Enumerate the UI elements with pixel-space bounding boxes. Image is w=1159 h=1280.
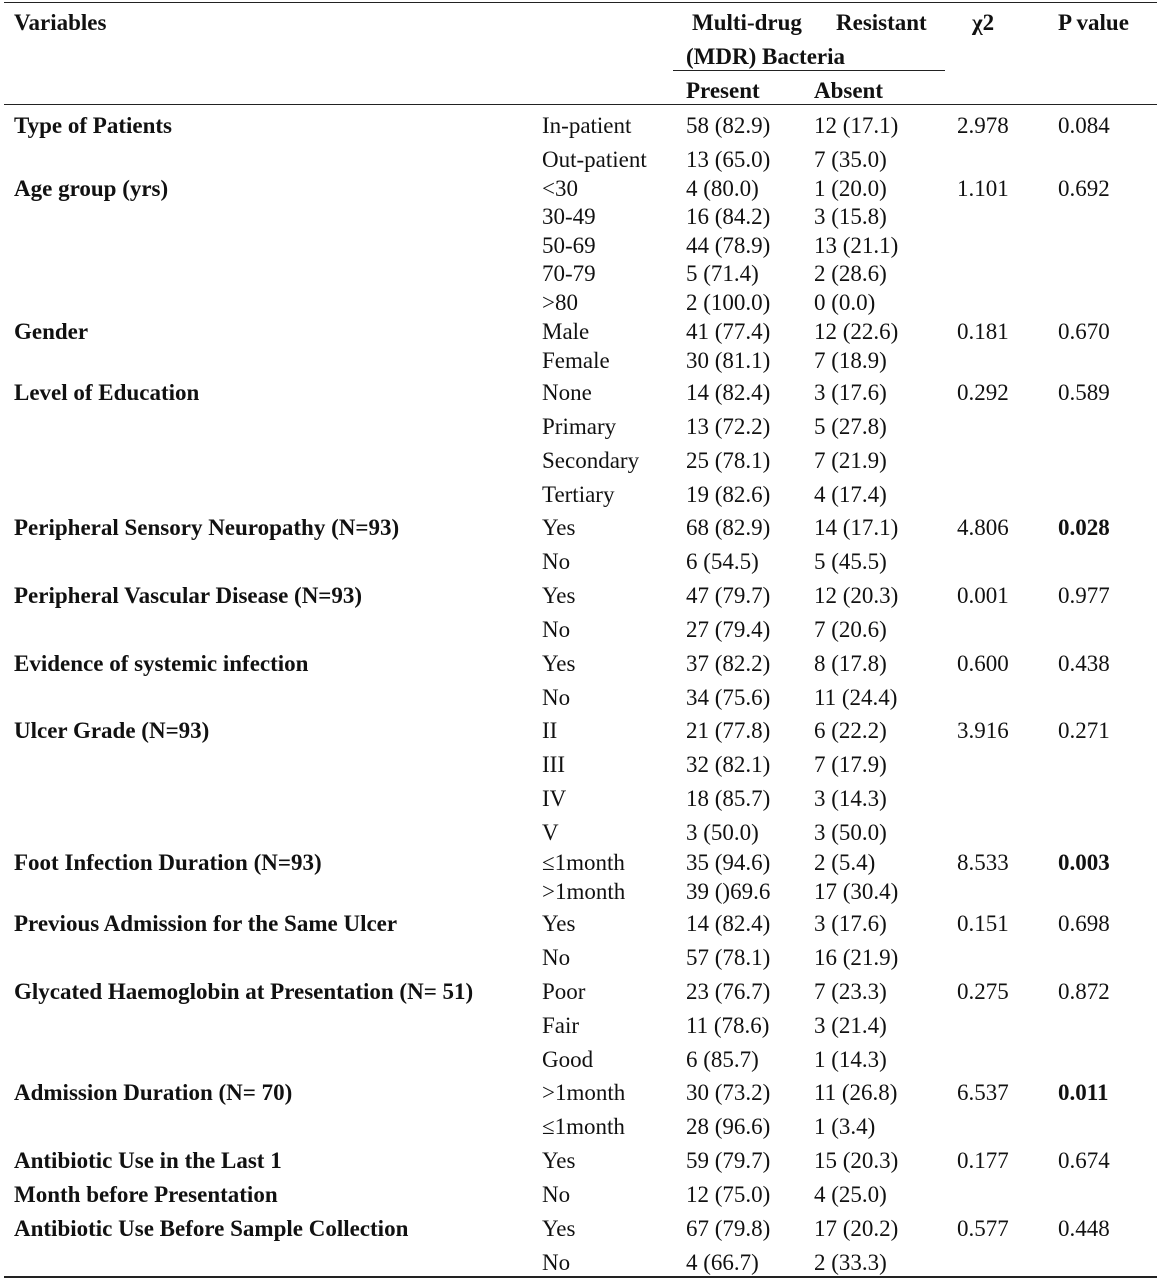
level-label: Female <box>542 348 610 373</box>
level-label: No <box>542 945 571 970</box>
absent-value: 16 (21.9) <box>814 945 899 970</box>
chi2-value: 6.537 <box>957 1080 1009 1105</box>
present-value: 58 (82.9) <box>686 113 771 138</box>
present-value: 19 (82.6) <box>686 482 771 507</box>
level-label: III <box>542 752 565 777</box>
absent-value: 4 (25.0) <box>814 1182 887 1207</box>
level-label: Poor <box>542 979 586 1004</box>
absent-value: 1 (20.0) <box>814 176 887 201</box>
absent-value: 3 (21.4) <box>814 1013 887 1038</box>
header-absent: Absent <box>814 78 884 103</box>
mdr-header-rule <box>673 70 945 71</box>
level-label: II <box>542 718 558 743</box>
chi2-value: 3.916 <box>957 718 1009 743</box>
p-value: 0.589 <box>1058 380 1110 405</box>
p-value: 0.448 <box>1058 1216 1110 1241</box>
absent-value: 15 (20.3) <box>814 1148 899 1173</box>
absent-value: 5 (27.8) <box>814 414 887 439</box>
variable-label: Antibiotic Use in the Last 1 <box>14 1148 282 1173</box>
p-value: 0.003 <box>1058 850 1110 875</box>
level-label: >80 <box>542 290 578 315</box>
present-value: 28 (96.6) <box>686 1114 771 1139</box>
present-value: 41 (77.4) <box>686 319 771 344</box>
header-mdr-line1b: Resistant <box>836 10 927 35</box>
variable-label: Type of Patients <box>14 113 173 138</box>
absent-value: 17 (30.4) <box>814 879 899 904</box>
present-value: 2 (100.0) <box>686 290 771 315</box>
p-value: 0.670 <box>1058 319 1110 344</box>
variable-label: Foot Infection Duration (N=93) <box>14 850 322 875</box>
present-value: 59 (79.7) <box>686 1148 771 1173</box>
absent-value: 6 (22.2) <box>814 718 887 743</box>
p-value: 0.977 <box>1058 583 1110 608</box>
absent-value: 1 (3.4) <box>814 1114 876 1139</box>
p-value: 0.692 <box>1058 176 1110 201</box>
chi2-value: 4.806 <box>957 515 1009 540</box>
chi2-value: 8.533 <box>957 850 1009 875</box>
absent-value: 12 (22.6) <box>814 319 899 344</box>
level-label: <30 <box>542 176 578 201</box>
level-label: IV <box>542 786 567 811</box>
present-value: 34 (75.6) <box>686 685 771 710</box>
present-value: 6 (54.5) <box>686 549 759 574</box>
chi2-value: 0.181 <box>957 319 1009 344</box>
chi2-value: 1.101 <box>957 176 1009 201</box>
present-value: 23 (76.7) <box>686 979 771 1004</box>
absent-value: 4 (17.4) <box>814 482 887 507</box>
chi2-value: 0.600 <box>957 651 1009 676</box>
header-present: Present <box>686 78 760 103</box>
level-label: No <box>542 617 571 642</box>
present-value: 30 (81.1) <box>686 348 771 373</box>
level-label: No <box>542 549 571 574</box>
absent-value: 7 (35.0) <box>814 147 887 172</box>
present-value: 13 (65.0) <box>686 147 771 172</box>
absent-value: 3 (14.3) <box>814 786 887 811</box>
header-variables: Variables <box>14 10 107 35</box>
absent-value: 17 (20.2) <box>814 1216 899 1241</box>
variable-label: Admission Duration (N= 70) <box>14 1080 293 1105</box>
present-value: 25 (78.1) <box>686 448 771 473</box>
variable-label: Glycated Haemoglobin at Presentation (N= 51) <box>14 979 474 1004</box>
level-label: V <box>542 820 559 845</box>
chi2-value: 0.151 <box>957 911 1009 936</box>
absent-value: 12 (20.3) <box>814 583 899 608</box>
level-label: Yes <box>542 1216 576 1241</box>
present-value: 18 (85.7) <box>686 786 771 811</box>
absent-value: 7 (21.9) <box>814 448 887 473</box>
p-value: 0.438 <box>1058 651 1110 676</box>
chi2-value: 0.577 <box>957 1216 1009 1241</box>
absent-value: 2 (5.4) <box>814 850 876 875</box>
chi2-value: 0.275 <box>957 979 1009 1004</box>
p-value: 0.872 <box>1058 979 1110 1004</box>
level-label: >1month <box>542 879 626 904</box>
level-label: >1month <box>542 1080 626 1105</box>
header-bottom-rule <box>4 104 1157 105</box>
chi2-value: 0.292 <box>957 380 1009 405</box>
header-mdr-line2: (MDR) Bacteria <box>686 44 846 69</box>
present-value: 44 (78.9) <box>686 233 771 258</box>
level-label: Yes <box>542 651 576 676</box>
present-value: 35 (94.6) <box>686 850 771 875</box>
level-label: Out-patient <box>542 147 647 172</box>
absent-value: 11 (26.8) <box>814 1080 898 1105</box>
present-value: 6 (85.7) <box>686 1047 759 1072</box>
variable-label: Peripheral Sensory Neuropathy (N=93) <box>14 515 400 540</box>
level-label: 70-79 <box>542 261 596 286</box>
table-bottom-rule <box>4 1276 1157 1278</box>
level-label: Fair <box>542 1013 580 1038</box>
variable-label-line2: Month before Presentation <box>14 1182 278 1207</box>
header-pvalue: P value <box>1058 10 1129 35</box>
level-label: ≤1month <box>542 1114 625 1139</box>
variable-label: Gender <box>14 319 89 344</box>
variable-label: Peripheral Vascular Disease (N=93) <box>14 583 363 608</box>
level-label: No <box>542 1250 571 1275</box>
absent-value: 0 (0.0) <box>814 290 876 315</box>
absent-value: 12 (17.1) <box>814 113 899 138</box>
present-value: 16 (84.2) <box>686 204 771 229</box>
level-label: 30-49 <box>542 204 596 229</box>
present-value: 30 (73.2) <box>686 1080 771 1105</box>
absent-value: 5 (45.5) <box>814 549 887 574</box>
absent-value: 2 (33.3) <box>814 1250 887 1275</box>
variable-label: Ulcer Grade (N=93) <box>14 718 210 743</box>
present-value: 21 (77.8) <box>686 718 771 743</box>
absent-value: 14 (17.1) <box>814 515 899 540</box>
level-label: Yes <box>542 911 576 936</box>
variable-label: Previous Admission for the Same Ulcer <box>14 911 398 936</box>
p-value: 0.271 <box>1058 718 1110 743</box>
chi2-value: 0.001 <box>957 583 1009 608</box>
p-value: 0.028 <box>1058 515 1110 540</box>
present-value: 4 (80.0) <box>686 176 759 201</box>
table-top-rule <box>4 2 1157 3</box>
variable-label: Level of Education <box>14 380 200 405</box>
p-value: 0.011 <box>1058 1080 1109 1105</box>
present-value: 32 (82.1) <box>686 752 771 777</box>
present-value: 57 (78.1) <box>686 945 771 970</box>
absent-value: 3 (15.8) <box>814 204 887 229</box>
present-value: 39 ()69.6 <box>686 879 771 904</box>
present-value: 3 (50.0) <box>686 820 759 845</box>
level-label: None <box>542 380 592 405</box>
p-value: 0.698 <box>1058 911 1110 936</box>
present-value: 67 (79.8) <box>686 1216 771 1241</box>
absent-value: 2 (28.6) <box>814 261 887 286</box>
variable-label: Evidence of systemic infection <box>14 651 309 676</box>
absent-value: 7 (23.3) <box>814 979 887 1004</box>
present-value: 68 (82.9) <box>686 515 771 540</box>
absent-value: 7 (18.9) <box>814 348 887 373</box>
present-value: 13 (72.2) <box>686 414 771 439</box>
level-label: 50-69 <box>542 233 596 258</box>
present-value: 27 (79.4) <box>686 617 771 642</box>
level-label: Tertiary <box>542 482 615 507</box>
level-label: Yes <box>542 1148 576 1173</box>
present-value: 12 (75.0) <box>686 1182 771 1207</box>
level-label: In-patient <box>542 113 632 138</box>
level-label: No <box>542 1182 571 1207</box>
chi2-value: 2.978 <box>957 113 1009 138</box>
level-label: Male <box>542 319 590 344</box>
absent-value: 3 (17.6) <box>814 911 887 936</box>
present-value: 14 (82.4) <box>686 380 771 405</box>
variable-label: Age group (yrs) <box>14 176 169 201</box>
level-label: Good <box>542 1047 594 1072</box>
present-value: 14 (82.4) <box>686 911 771 936</box>
present-value: 47 (79.7) <box>686 583 771 608</box>
header-chi2: χ2 <box>972 10 995 35</box>
level-label: No <box>542 685 571 710</box>
variable-label: Antibiotic Use Before Sample Collection <box>14 1216 409 1241</box>
absent-value: 13 (21.1) <box>814 233 899 258</box>
level-label: Yes <box>542 515 576 540</box>
absent-value: 8 (17.8) <box>814 651 887 676</box>
present-value: 37 (82.2) <box>686 651 771 676</box>
absent-value: 1 (14.3) <box>814 1047 887 1072</box>
level-label: Secondary <box>542 448 640 473</box>
chi2-value: 0.177 <box>957 1148 1009 1173</box>
header-mdr-line1a: Multi-drug <box>692 10 802 35</box>
absent-value: 3 (50.0) <box>814 820 887 845</box>
absent-value: 3 (17.6) <box>814 380 887 405</box>
present-value: 5 (71.4) <box>686 261 759 286</box>
absent-value: 7 (17.9) <box>814 752 887 777</box>
present-value: 11 (78.6) <box>686 1013 770 1038</box>
level-label: Primary <box>542 414 617 439</box>
present-value: 4 (66.7) <box>686 1250 759 1275</box>
absent-value: 7 (20.6) <box>814 617 887 642</box>
level-label: ≤1month <box>542 850 625 875</box>
p-value: 0.084 <box>1058 113 1110 138</box>
absent-value: 11 (24.4) <box>814 685 898 710</box>
level-label: Yes <box>542 583 576 608</box>
p-value: 0.674 <box>1058 1148 1110 1173</box>
